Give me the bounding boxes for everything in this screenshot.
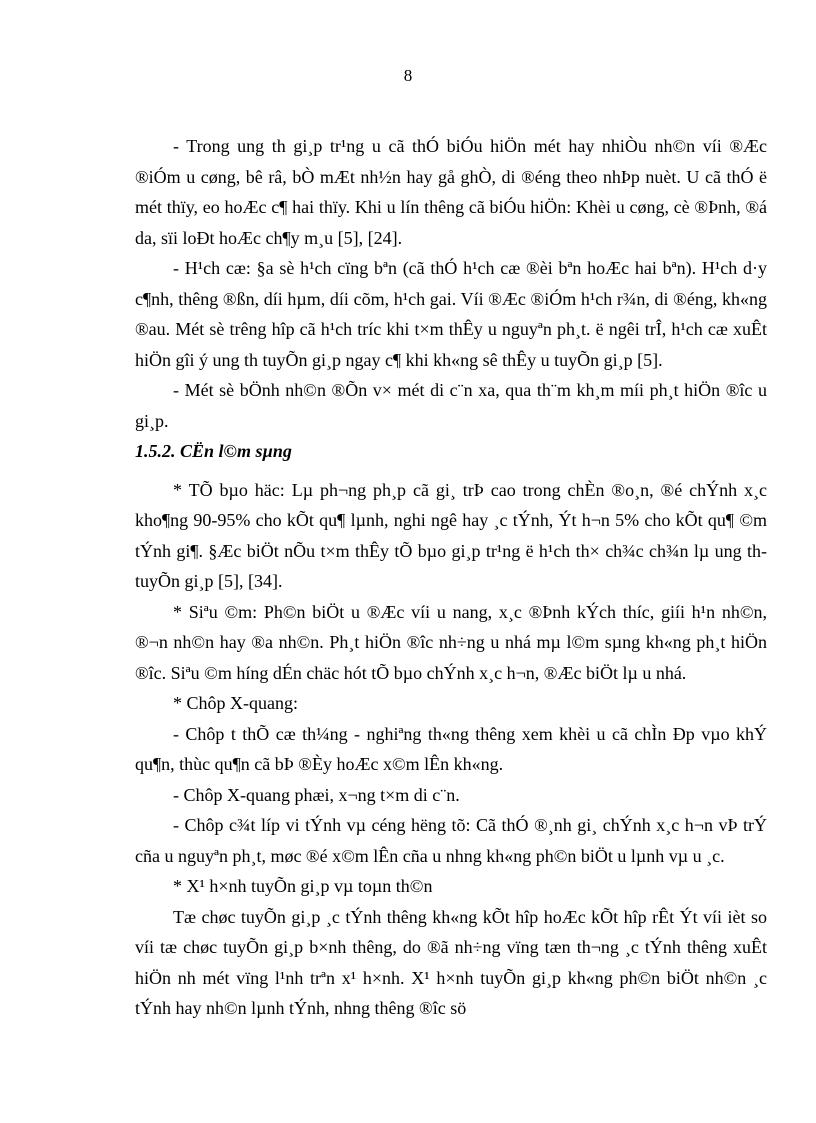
paragraph-lymph-nodes: - H¹ch cæ: §a sè h¹ch cïng bªn (cã thÓ h¹ch cæ ®èi bªn hoÆc hai bªn). H¹ch d·y c¶nh, thêng ®ßn, díi hµm, díi cõm, h¹ch gai. Víi ®Æc ®iÓm h¹ch r¾n, di ®éng, kh«ng ®au. Mét sè trêng hîp cã h¹ch tríc khi t×m thÊy u nguyªn ph¸t. ë ngêi trÎ, h¹ch cæ xuÊt hiÖn gîi ý ung th tuyÕn gi¸p ngay c¶ khi kh«ng sê thÊy u tuyÕn gi¸p [5]. bbox=[135, 258, 767, 370]
paragraph-cytology: * TÕ bµo häc: Lµ ph¬ng ph¸p cã gi¸ trÞ cao trong chÈn ®o¸n, ®é chÝnh x¸c kho¶ng 90-95% cho kÕt qu¶ lµnh, nghi ngê hay ¸c tÝnh, Ýt h¬n 5% cho kÕt qu¶ ©m tÝnh gi¶. §Æc biÖt nÕu t×m thÊy tÕ bµo gi¸p tr¹ng ë h¹ch th× ch¾c ch¾n lµ ung th tuyÕn gi¸p [5], [34]. bbox=[135, 479, 767, 591]
paragraph-ultrasound: * Siªu ©m: Ph©n biÖt u ®Æc víi u nang, x¸c ®Þnh kÝch thíc, giíi h¹n nh©n, ®¬n nh©n hay ®a nh©n. Ph¸t hiÖn ®îc nh÷ng u nhá mµ l©m sµng kh«ng ph¸t hiÖn ®îc. Siªu ©m híng dÉn chäc hót tÕ bµo chÝnh x¸c h¬n, ®Æc biÖt lµ u nhá. bbox=[135, 601, 767, 683]
paragraph-distant-metastasis: - Mét sè bÖnh nh©n ®Õn v× mét di c¨n xa, qua th¨m kh¸m míi ph¸t hiÖn ®îc u gi¸p. bbox=[135, 380, 767, 431]
paragraph-tumor-signs: - Trong ung th gi¸p tr¹ng u cã thÓ biÓu hiÖn mét hay nhiÒu nh©n víi ®Æc ®iÓm u cøng, bê râ, bÒ mÆt nh½n hay gå ghÒ, di ®éng theo nhÞp nuèt. U cã thÓ ë mét thïy, eo hoÆc c¶ hai thïy. Khi u lín thêng cã biÓu hiÖn: Khèi u cøng, cè ®Þnh, ®á da, sïi loÐt hoÆc ch¶y m¸u [5], [24]. bbox=[135, 136, 767, 248]
paragraph-ct-mri: - Chôp c¾t líp vi tÝnh vµ céng hëng tõ: Cã thÓ ®¸nh gi¸ chÝnh x¸c h¬n vÞ trÝ cña u nguyªn ph¸t, møc ®é x©m lÊn cña u nhng kh«ng ph©n biÖt u lµnh vµ u ¸c. bbox=[135, 815, 767, 866]
section-heading: 1.5.2. CËn l©m sµng bbox=[135, 441, 292, 461]
paragraph-xray-neck: - Chôp t thÕ cæ th¼ng - nghiªng th«ng thêng xem khèi u cã chÌn Ðp vµo khÝ qu¶n, thùc qu¶n cã bÞ ®Èy hoÆc x©m lÊn kh«ng. bbox=[135, 723, 767, 774]
page-number: 8 bbox=[403, 66, 413, 85]
paragraph-xray-heading: * Chôp X-quang: bbox=[173, 693, 298, 713]
paragraph-xray-lung: - Chôp X-quang phæi, x¬ng t×m di c¨n. bbox=[173, 784, 460, 805]
paragraph-scintigraphy: Tæ chøc tuyÕn gi¸p ¸c tÝnh thêng kh«ng kÕt hîp hoÆc kÕt hîp rÊt Ýt víi ièt so víi tæ chøc tuyÕn gi¸p b×nh thêng, do ®ã nh÷ng vïng tæn th¬ng ¸c tÝnh thêng xuÊt hiÖn nh mét vïng l¹nh trªn x¹ h×nh. X¹ h×nh tuyÕn gi¸p kh«ng ph©n biÖt nh©n ¸c tÝnh hay nh©n lµnh tÝnh, nhng thêng ®îc sö bbox=[135, 906, 767, 1018]
body-text bbox=[135, 131, 767, 1024]
paragraph-scintigraphy-heading: * X¹ h×nh tuyÕn gi¸p vµ toµn th©n bbox=[173, 876, 433, 896]
